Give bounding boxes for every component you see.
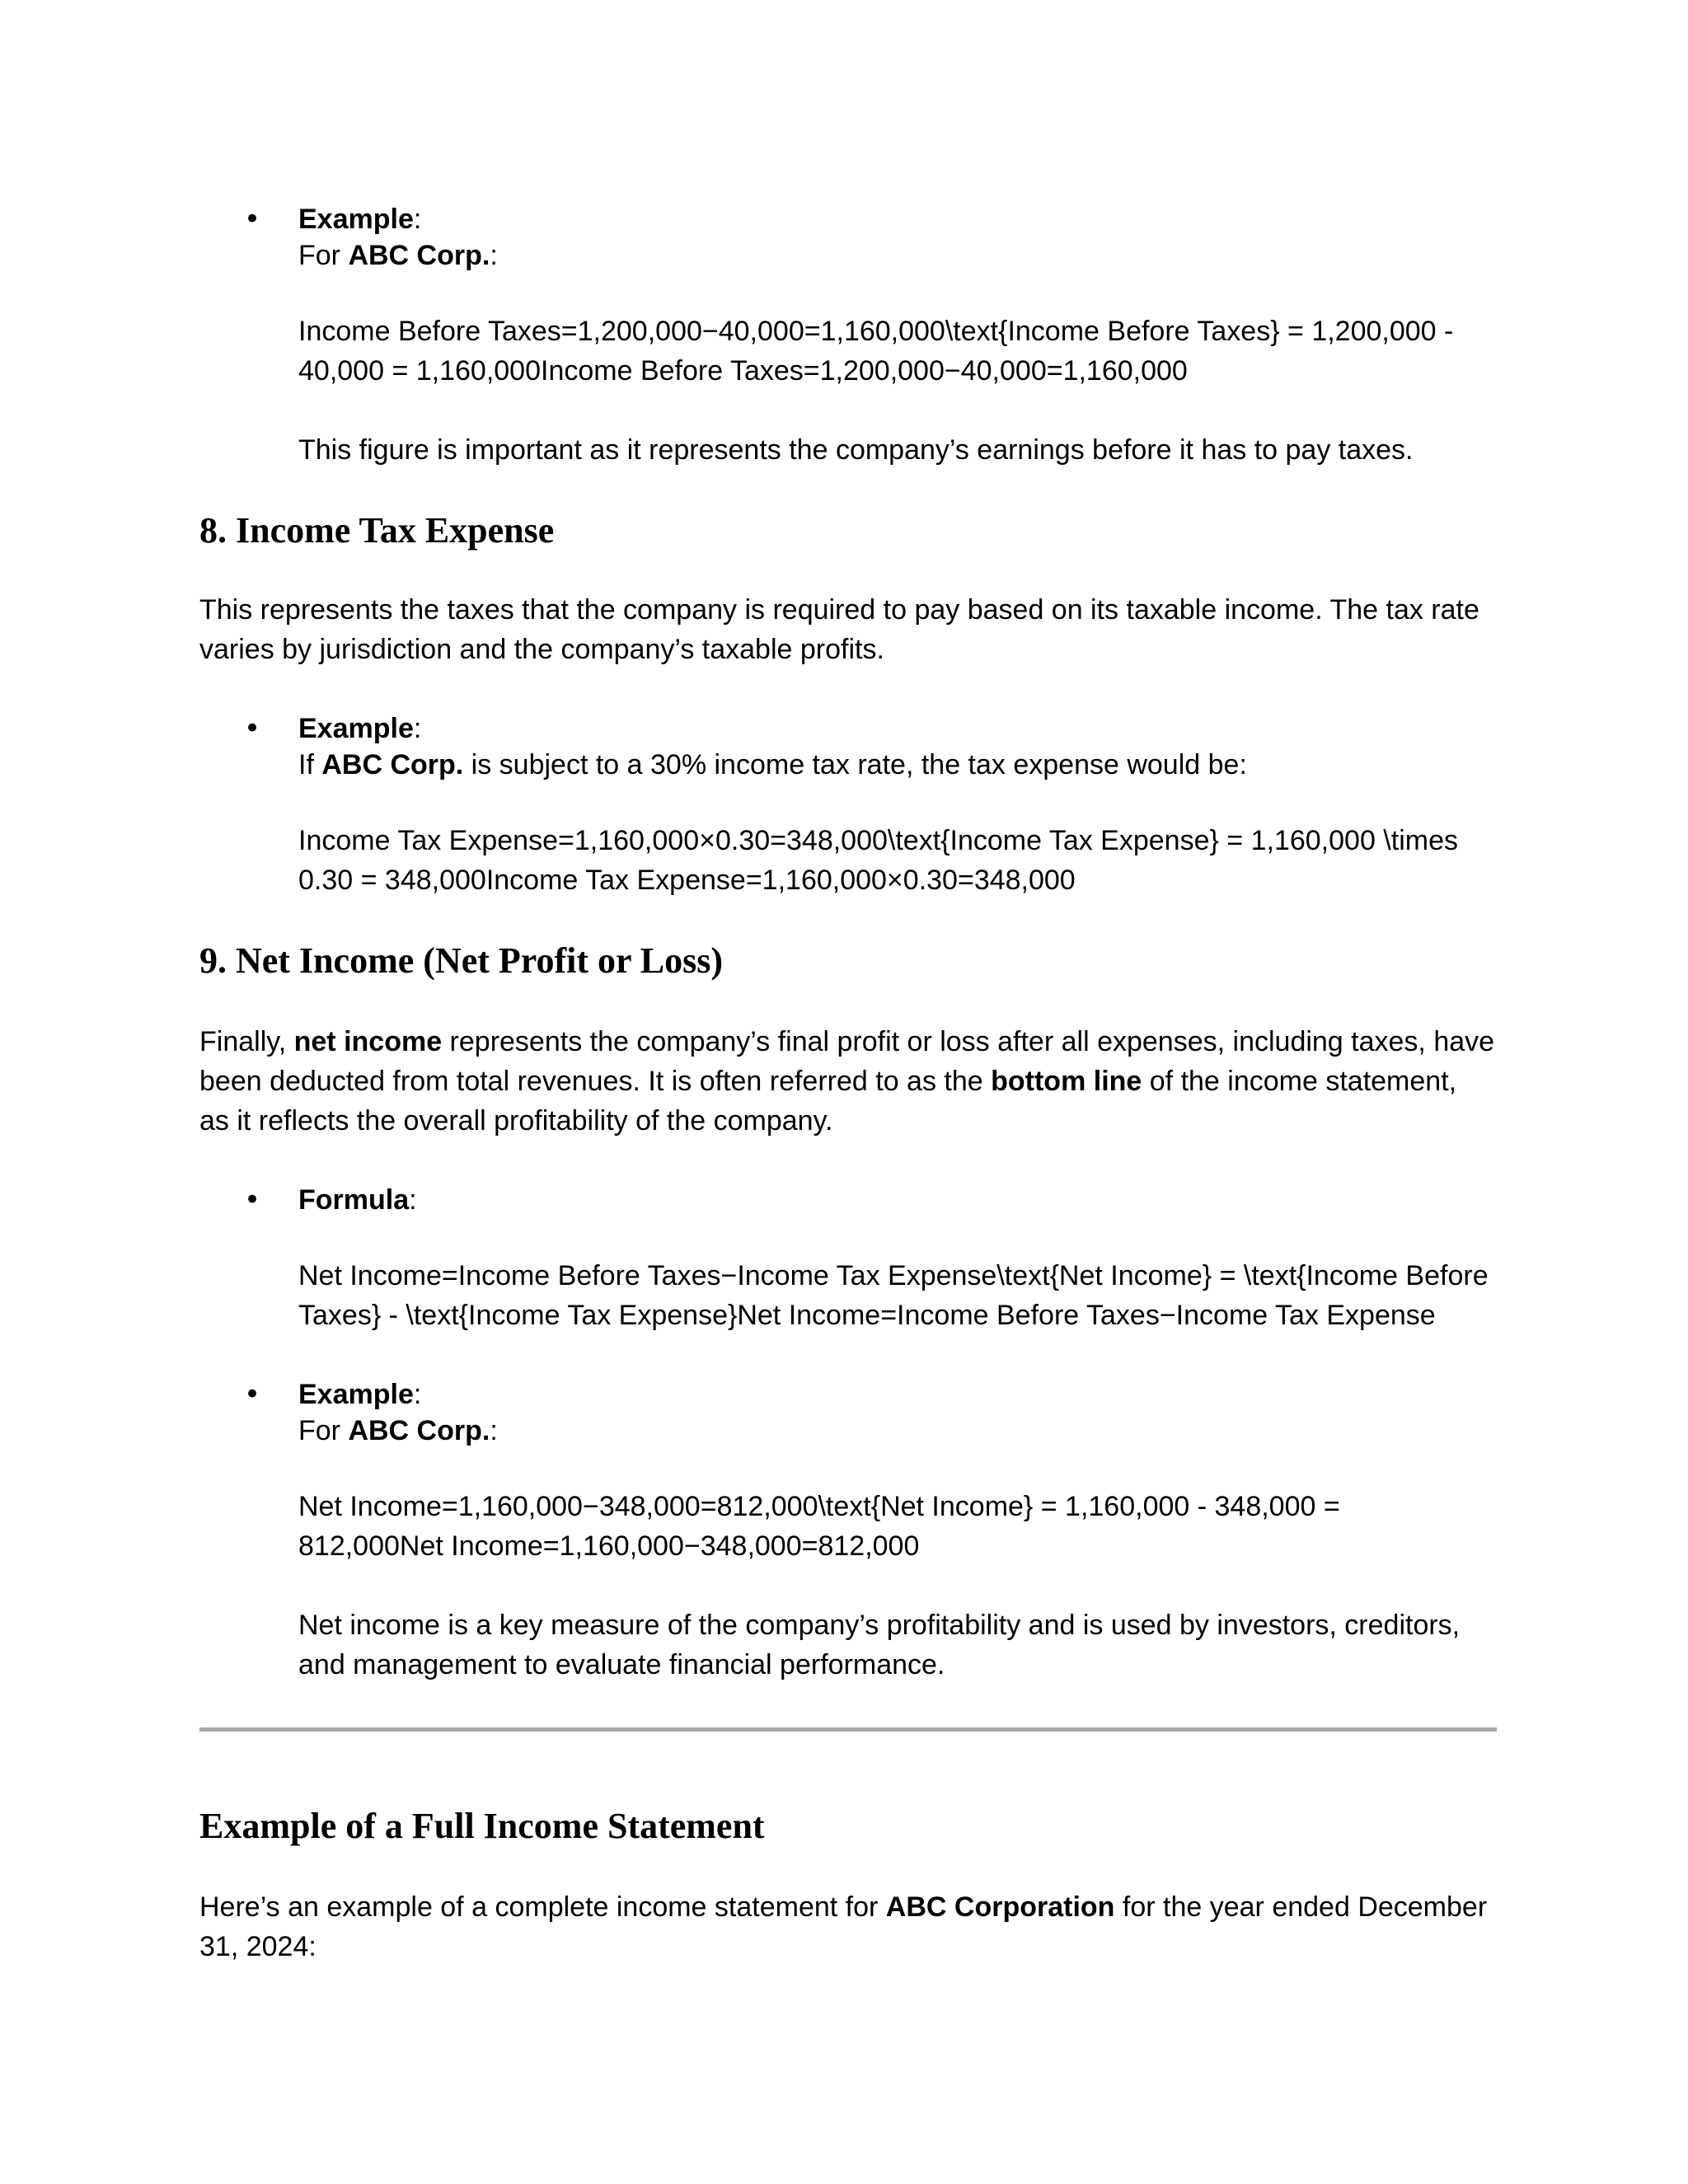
bullet-marker: •: [244, 1183, 261, 1216]
paragraph-line: 31, 2024:: [199, 1931, 316, 1962]
formula-line: Income Tax Expense=1,160,000×0.30=348,000\text{Income Tax Expense} = 1,160,000 \times: [298, 825, 1458, 856]
paragraph-line: varies by jurisdiction and the company’s taxable profits.: [199, 634, 884, 665]
text-run: Here’s an example of a complete income statement for: [199, 1891, 886, 1923]
for-prefix: For: [298, 240, 349, 271]
example-colon: :: [413, 204, 422, 235]
bullet-marker: •: [244, 203, 261, 236]
bold-term: net income: [293, 1026, 443, 1057]
bullet-marker: •: [244, 712, 261, 745]
example-label-line: [298, 199, 421, 239]
example-label-line: [298, 709, 421, 748]
text-run: represents the company’s final profit or loss after all expenses, including taxes, have: [442, 1026, 1495, 1057]
formula-line: Taxes} - \text{Income Tax Expense}Net Income=Income Before Taxes−Income Tax Expense: [298, 1300, 1436, 1331]
if-suffix: is subject to a 30% income tax rate, the tax expense would be:: [463, 749, 1247, 780]
text-run: for the year ended December: [1114, 1891, 1488, 1923]
formula-line: Net Income=1,160,000−348,000=812,000\text{Net Income} = 1,160,000 - 348,000 =: [298, 1491, 1340, 1522]
example-note: and management to evaluate financial performance.: [298, 1649, 945, 1680]
section-heading-net-income: 9. Net Income (Net Profit or Loss): [199, 940, 723, 981]
formula-line: 40,000 = 1,160,000Income Before Taxes=1,200,000−40,000=1,160,000: [298, 355, 1188, 387]
formula-label: Formula: [298, 1184, 410, 1216]
paragraph-line: [199, 1022, 1494, 1062]
paragraph-line: as it reflects the overall profitability of the company.: [199, 1105, 833, 1137]
example-colon: :: [413, 1379, 422, 1410]
formula-line: 812,000Net Income=1,160,000−348,000=812,000: [298, 1530, 920, 1562]
text-run: of the income statement,: [1142, 1066, 1457, 1097]
bullet-marker: •: [244, 1378, 261, 1411]
horizontal-divider: [199, 1727, 1497, 1732]
text-run: been deducted from total revenues. It is often referred to as the: [199, 1066, 992, 1097]
example-company-line: [298, 745, 1247, 785]
example-note: Net income is a key measure of the company’s profitability and is used by investors, creditors,: [298, 1610, 1461, 1641]
example-company-line: [298, 236, 498, 275]
paragraph-line: This represents the taxes that the company is required to pay based on its taxable income. The tax rate: [199, 594, 1479, 626]
example-colon: :: [413, 713, 422, 744]
example-label-line: [298, 1375, 421, 1414]
example-note: This figure is important as it represents the company’s earnings before it has to pay taxes.: [298, 434, 1414, 466]
bold-term: bottom line: [991, 1066, 1142, 1097]
company-name: ABC Corporation: [885, 1891, 1115, 1923]
formula-line: Income Before Taxes=1,200,000−40,000=1,160,000\text{Income Before Taxes} = 1,200,000 -: [298, 316, 1454, 347]
example-company-line: [298, 1411, 498, 1451]
if-prefix: If: [298, 749, 322, 780]
company-suffix: :: [490, 1415, 498, 1446]
example-label: Example: [298, 713, 414, 744]
formula-line: 0.30 = 348,000Income Tax Expense=1,160,000×0.30=348,000: [298, 865, 1076, 896]
example-label: Example: [298, 204, 414, 235]
company-name: ABC Corp.: [348, 240, 490, 271]
section-heading-income-tax-expense: 8. Income Tax Expense: [199, 510, 555, 551]
formula-line: Net Income=Income Before Taxes−Income Tax Expense\text{Net Income} = \text{Income Before: [298, 1260, 1489, 1291]
formula-label-line: [298, 1180, 417, 1220]
formula-colon: :: [409, 1184, 417, 1216]
paragraph-line: [199, 1887, 1487, 1927]
company-suffix: :: [490, 240, 498, 271]
for-prefix: For: [298, 1415, 349, 1446]
text-run: Finally,: [199, 1026, 294, 1057]
paragraph-line: [199, 1062, 1456, 1101]
company-name: ABC Corp.: [348, 1415, 490, 1446]
example-label: Example: [298, 1379, 414, 1410]
company-name: ABC Corp.: [321, 749, 464, 780]
section-heading-full-income-statement: Example of a Full Income Statement: [199, 1806, 765, 1846]
